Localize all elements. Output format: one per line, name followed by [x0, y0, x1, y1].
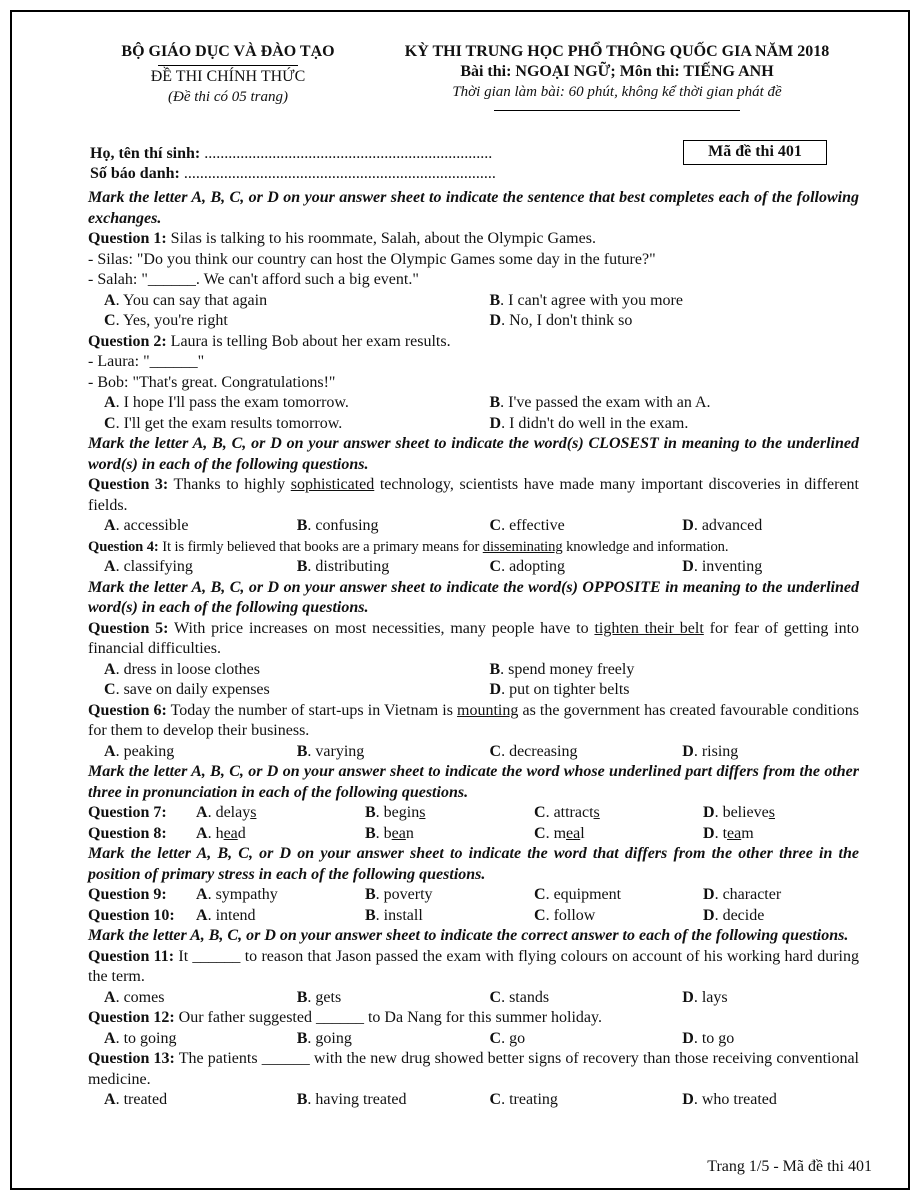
underlined-word: tighten their belt — [594, 619, 704, 637]
option-d[interactable]: D. inventing — [682, 558, 763, 575]
option-c[interactable]: C. save on daily expenses — [104, 681, 270, 698]
answer-options — [88, 393, 859, 434]
underlined-word: disseminating — [482, 538, 563, 555]
option-a[interactable]: A. to going — [104, 1029, 177, 1047]
question-label: Question 13: — [88, 1050, 175, 1067]
option-d[interactable]: D. team — [703, 824, 754, 842]
option-b[interactable]: B. spend money freely — [489, 660, 635, 678]
option-a[interactable]: A. peaking — [104, 742, 175, 760]
option-d[interactable]: D. I didn't do well in the exam. — [489, 414, 689, 432]
section-instruction: Mark the letter A, B, C, or D on your answer sheet to indicate the word(s) OPPOSITE in meaning to the underlined word(s) in each of the following questions. — [88, 578, 859, 616]
question-label: Question 5: — [88, 619, 169, 637]
question-12 — [88, 1008, 859, 1029]
underlined-word: mounting — [457, 701, 519, 719]
answer-options — [88, 291, 859, 332]
question-9 — [88, 885, 859, 906]
official-label: ĐỀ THI CHÍNH THỨC — [150, 68, 306, 85]
candidate-id-line — [90, 164, 496, 184]
candidate-id-dots: .............................................................................. — [179, 165, 496, 182]
question-label: Question 9: — [88, 886, 167, 903]
option-a[interactable]: A. sympathy — [196, 886, 278, 903]
option-c[interactable]: C. meal — [534, 824, 585, 842]
pages-note: (Đề thi có 05 trang) — [168, 89, 288, 105]
question-2 — [88, 332, 859, 353]
option-b[interactable]: B. distributing — [296, 558, 390, 575]
option-d[interactable]: D. No, I don't think so — [489, 312, 633, 329]
question-label: Question 1: — [88, 230, 167, 247]
question-label: Question 3: — [88, 476, 169, 493]
option-b[interactable]: B. I can't agree with you more — [489, 291, 683, 309]
question-label: Question 2: — [88, 332, 167, 350]
option-c[interactable]: C. adopting — [489, 558, 566, 575]
candidate-name-line — [90, 144, 492, 164]
answer-options — [88, 660, 859, 701]
ministry-underline — [158, 65, 298, 66]
option-b[interactable]: B. gets — [296, 988, 342, 1006]
dialogue-line: - Laura: "______" — [88, 353, 205, 370]
question-5: Question 5: With price increases on most necessities, many people have to tighten their belt for fear of getting into financial difficulties. — [88, 619, 860, 657]
option-c[interactable]: C. stands — [489, 988, 550, 1006]
option-d[interactable]: D. decide — [703, 906, 765, 924]
question-text: Silas is talking to his roommate, Salah, about the Olympic Games. — [166, 230, 596, 247]
section-instruction: Mark the letter A, B, C, or D on your answer sheet to indicate the word(s) CLOSEST in meaning to the underlined word(s) in each of the following questions. — [88, 435, 859, 473]
answer-options — [88, 516, 859, 537]
exam-content — [88, 188, 859, 1111]
option-d[interactable]: D. advanced — [682, 517, 763, 534]
section-instruction: Mark the letter A, B, C, or D on your answer sheet to indicate the sentence that best completes each of the following exchanges. — [88, 189, 859, 227]
option-c[interactable]: C. treating — [489, 1091, 558, 1108]
question-text: The patients ______ with the new drug showed better signs of recovery than those receiving conventional medicine. — [88, 1050, 860, 1088]
page-footer: Trang 1/5 - Mã đề thi 401 — [707, 1158, 872, 1175]
candidate-id-label: Số báo danh: — [90, 165, 180, 182]
question-4: Question 4: It is firmly believed that books are a primary means for disseminating knowledge and information. — [88, 538, 729, 555]
option-d[interactable]: D. lays — [682, 988, 728, 1006]
option-c[interactable]: C. I'll get the exam results tomorrow. — [104, 414, 343, 432]
exam-title: KỲ THI TRUNG HỌC PHỔ THÔNG QUỐC GIA NĂM 2018 — [404, 43, 830, 60]
question-label: Question 4: — [88, 538, 159, 555]
option-a[interactable]: A. comes — [104, 988, 165, 1006]
exam-subject: Bài thi: NGOẠI NGỮ; Môn thi: TIẾNG ANH — [460, 63, 774, 80]
question-10 — [88, 906, 859, 927]
option-d[interactable]: D. character — [703, 886, 782, 903]
option-b[interactable]: B. bean — [365, 824, 414, 842]
option-b[interactable]: B. begins — [365, 804, 426, 821]
ministry-name: BỘ GIÁO DỤC VÀ ĐÀO TẠO — [121, 43, 335, 60]
option-d[interactable]: D. rising — [682, 742, 739, 760]
candidate-name-dots: ........................................................................ — [200, 145, 493, 162]
option-a[interactable]: A. I hope I'll pass the exam tomorrow. — [104, 394, 349, 411]
option-a[interactable]: A. classifying — [104, 558, 193, 575]
option-c[interactable]: C. effective — [489, 517, 565, 534]
section-instruction: Mark the letter A, B, C, or D on your answer sheet to indicate the correct answer to each of the following questions. — [88, 927, 849, 944]
question-label: Question 6: — [88, 701, 167, 719]
exam-time-note: Thời gian làm bài: 60 phút, không kể thời gian phát đề — [452, 84, 782, 100]
question-label: Question 7: — [88, 804, 167, 821]
option-a[interactable]: A. accessible — [104, 517, 189, 534]
question-label: Question 8: — [88, 824, 167, 842]
option-b[interactable]: B. poverty — [365, 886, 433, 903]
dialogue-line: - Salah: "______. We can't afford such a big event." — [88, 271, 419, 288]
question-6: Question 6: Today the number of start-ups in Vietnam is mounting as the government has created favourable conditions for them to develop their business. — [88, 701, 860, 739]
option-a[interactable]: A. head — [196, 824, 246, 842]
section-instruction: Mark the letter A, B, C, or D on your answer sheet to indicate the word whose underlined part differs from the other three in pronunciation in each of the following questions. — [88, 763, 859, 801]
answer-options — [88, 742, 859, 763]
option-a[interactable]: A. dress in loose clothes — [104, 660, 260, 678]
answer-options — [88, 557, 859, 578]
option-b[interactable]: B. varying — [296, 742, 365, 760]
question-8 — [88, 824, 859, 845]
option-c[interactable]: C. go — [489, 1029, 526, 1047]
exam-title-block — [366, 42, 868, 111]
question-text: Laura is telling Bob about her exam results. — [166, 332, 451, 350]
option-d[interactable]: D. believes — [703, 804, 775, 821]
option-a[interactable]: A. You can say that again — [104, 291, 268, 309]
option-c[interactable]: C. decreasing — [489, 742, 578, 760]
option-d[interactable]: D. put on tighter belts — [489, 681, 630, 698]
option-c[interactable]: C. attracts — [534, 804, 600, 821]
answer-options — [88, 988, 859, 1009]
dialogue-line: - Bob: "That's great. Congratulations!" — [88, 373, 336, 391]
option-b[interactable]: B. confusing — [296, 517, 379, 534]
exam-code-box: Mã đề thi 401 — [683, 140, 827, 165]
dialogue-line: - Silas: "Do you think our country can host the Olympic Games some day in the future?" — [88, 250, 656, 268]
title-underline — [494, 110, 740, 111]
ministry-block — [92, 42, 364, 107]
question-1 — [88, 229, 859, 250]
question-text: Our father suggested ______ to Da Nang for this summer holiday. — [174, 1009, 602, 1026]
option-c[interactable]: C. equipment — [534, 886, 622, 903]
question-label: Question 10: — [88, 906, 175, 924]
question-text: It ______ to reason that Jason passed the exam with flying colours on account of his working hard during the term. — [88, 947, 859, 985]
option-a[interactable]: A. treated — [104, 1091, 168, 1108]
option-d[interactable]: D. to go — [682, 1029, 735, 1047]
section-instruction: Mark the letter A, B, C, or D on your answer sheet to indicate the word that differs from the other three in the position of primary stress in each of the following questions. — [88, 845, 859, 883]
question-13 — [88, 1049, 859, 1090]
option-b[interactable]: B. having treated — [296, 1091, 407, 1108]
option-d[interactable]: D. who treated — [682, 1091, 777, 1108]
underlined-word: sophisticated — [290, 476, 375, 493]
question-label: Question 11: — [88, 947, 175, 965]
answer-options — [88, 1090, 859, 1111]
question-11 — [88, 947, 859, 988]
option-a[interactable]: A. intend — [196, 906, 256, 924]
option-b[interactable]: B. I've passed the exam with an A. — [489, 394, 711, 411]
option-b[interactable]: B. going — [296, 1029, 352, 1047]
candidate-name-label: Họ, tên thí sinh: — [90, 145, 201, 162]
question-3: Question 3: Thanks to highly sophisticated technology, scientists have made many important discoveries in different fields. — [88, 476, 859, 514]
option-c[interactable]: C. follow — [534, 906, 596, 924]
question-7 — [88, 803, 859, 824]
option-b[interactable]: B. install — [365, 906, 423, 924]
question-label: Question 12: — [88, 1009, 175, 1026]
answer-options — [88, 1029, 859, 1050]
option-a[interactable]: A. delays — [196, 804, 257, 821]
option-c[interactable]: C. Yes, you're right — [104, 312, 228, 329]
